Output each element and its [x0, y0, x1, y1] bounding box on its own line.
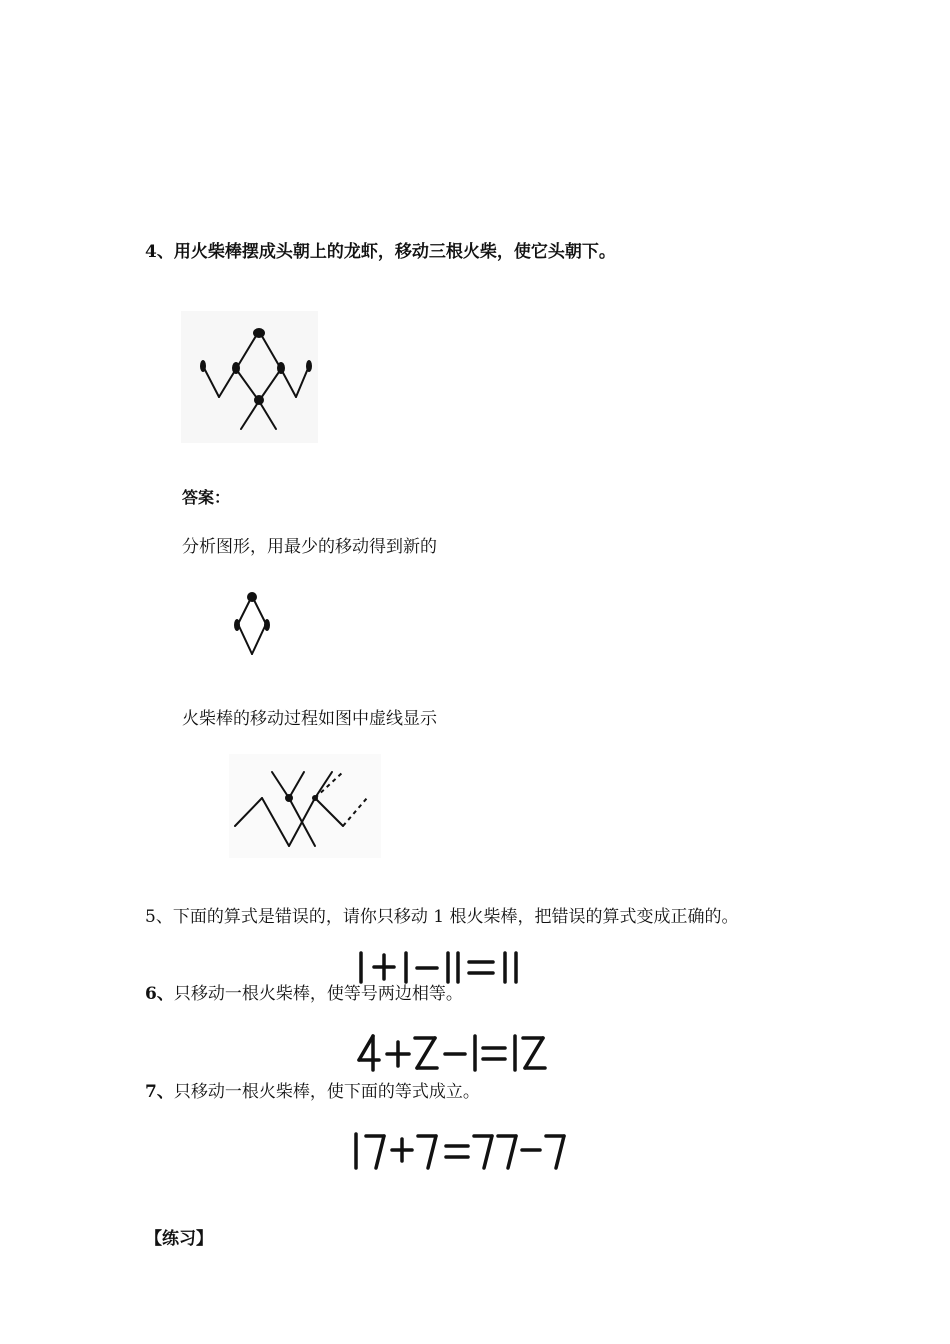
move-process-figure	[229, 754, 381, 858]
q6-number: 6、	[145, 984, 174, 1004]
q7-title-row	[145, 1081, 480, 1103]
answer-label: 答案：	[182, 488, 231, 507]
answer-line-2: 火柴棒的移动过程如图中虚线显示	[182, 709, 437, 729]
q4-title: 4、用火柴棒摆成头朝上的龙虾，移动三根火柴，使它头朝下。	[145, 242, 616, 262]
diamond-figure	[228, 588, 276, 660]
answer-line-1: 分析图形，用最少的移动得到新的	[182, 537, 437, 557]
q5-title: 5、下面的算式是错误的，请你只移动 1 根火柴棒，把错误的算式变成正确的。	[145, 907, 739, 927]
practice-heading: 【练习】	[145, 1229, 213, 1249]
lobster-up-figure	[181, 311, 318, 443]
q7-equation	[350, 1130, 570, 1172]
q7-title: 只移动一根火柴棒，使下面的等式成立。	[173, 1082, 480, 1102]
q5-equation	[355, 950, 525, 986]
q6-title-row	[145, 983, 463, 1005]
q7-number: 7、	[145, 1082, 174, 1102]
q6-title: 只移动一根火柴棒，使等号两边相等。	[173, 984, 463, 1004]
q6-equation	[355, 1032, 550, 1076]
